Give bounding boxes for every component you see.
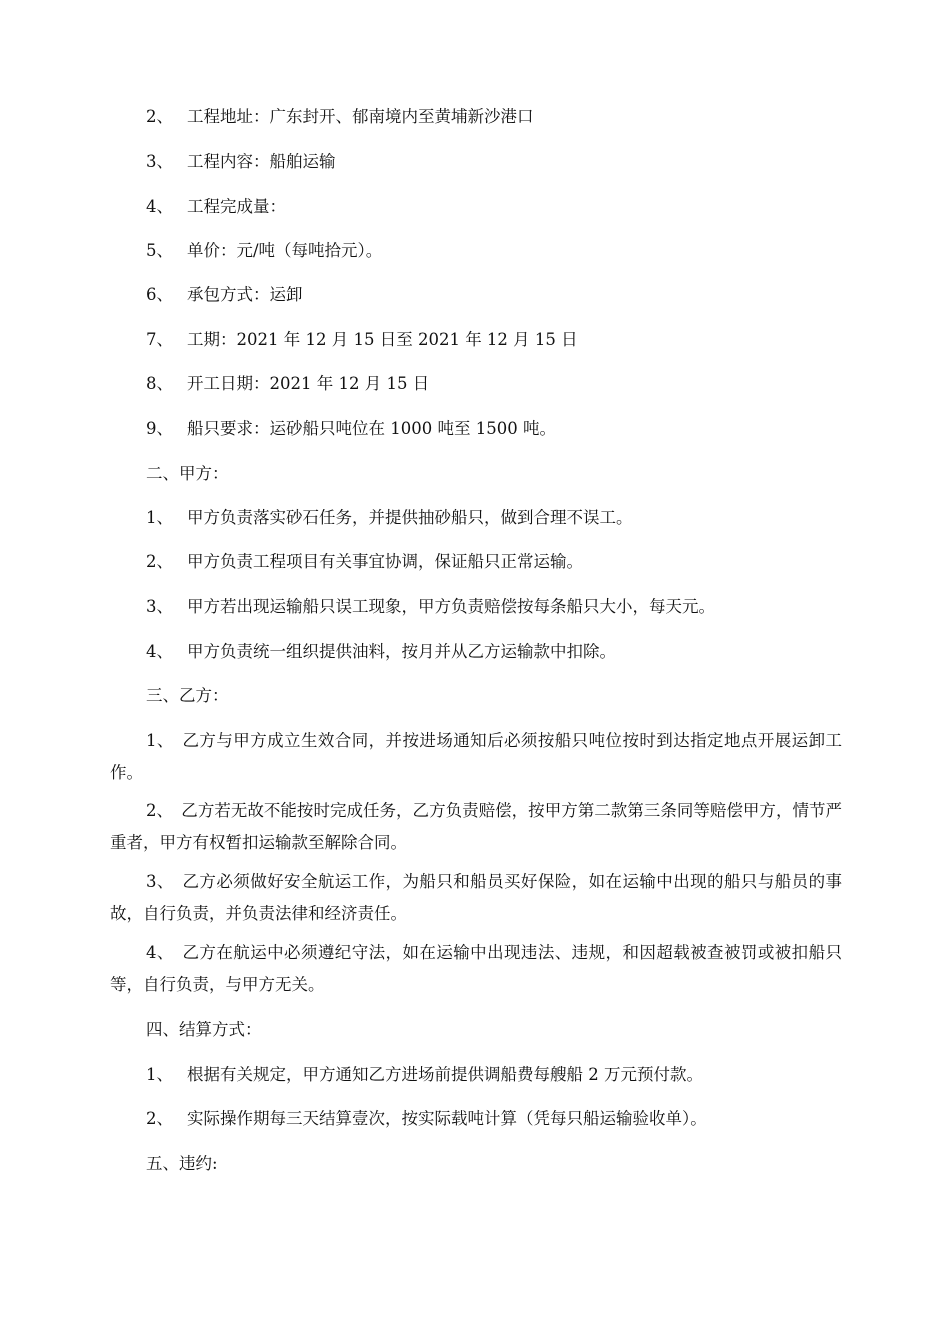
- item-text: 工程内容：船舶运输: [187, 152, 336, 171]
- item-number: 3、: [146, 597, 173, 616]
- item-number: 2、: [146, 552, 173, 571]
- item-text: 甲方负责落实砂石任务，并提供抽砂船只，做到合理不误工。: [187, 508, 633, 527]
- paragraph: 3、 乙方必须做好安全航运工作，为船只和船员买好保险，如在运输中出现的船只与船员的事故，自行负责，并负责法律和经济责任。: [110, 872, 842, 923]
- item-text: 开工日期：2021 年 12 月 15 日: [187, 374, 430, 393]
- item-number: 2、: [146, 107, 173, 126]
- item-number: 4、: [146, 642, 173, 661]
- item-number: 2、: [146, 1109, 173, 1128]
- paragraph: 4、 乙方在航运中必须遵纪守法，如在运输中出现违法、违规，和因超载被查被罚或被扣船只等，自行负责，与甲方无关。: [110, 943, 842, 994]
- item-number: 9、: [146, 419, 173, 438]
- paragraph: 1、 乙方与甲方成立生效合同，并按进场通知后必须按船只吨位按时到达指定地点开展运卸工作。: [110, 731, 842, 782]
- section-heading-breach: 五、违约:: [146, 1154, 218, 1173]
- item-number: 7、: [146, 330, 173, 349]
- item-text: 实际操作期每三天结算壹次，按实际载吨计算（凭每只船运输验收单）。: [187, 1109, 707, 1128]
- section-heading-party-b: 三、乙方：: [146, 686, 229, 705]
- item-text: 船只要求：运砂船只吨位在 1000 吨至 1500 吨。: [187, 419, 556, 438]
- item-text: 甲方若出现运输船只误工现象，甲方负责赔偿按每条船只大小，每天元。: [187, 597, 715, 616]
- item-number: 5、: [146, 241, 173, 260]
- item-number: 1、: [146, 1065, 173, 1084]
- item-number: 3、: [146, 152, 173, 171]
- section-heading-settlement: 四、结算方式：: [146, 1020, 262, 1039]
- item-text: 甲方负责统一组织提供油料，按月并从乙方运输款中扣除。: [187, 642, 616, 661]
- item-text: 承包方式：运卸: [187, 285, 303, 304]
- section-heading-party-a: 二、甲方：: [146, 464, 229, 483]
- item-text: 工程完成量：: [187, 197, 286, 216]
- item-text: 工程地址：广东封开、郁南境内至黄埔新沙港口: [187, 107, 534, 126]
- paragraph: 2、 乙方若无故不能按时完成任务，乙方负责赔偿，按甲方第二款第三条同等赔偿甲方，情节严重者，甲方有权暂扣运输款至解除合同。: [110, 801, 842, 852]
- item-text: 单价：元/吨（每吨拾元）。: [187, 241, 383, 260]
- item-number: 1、: [146, 508, 173, 527]
- item-text: 甲方负责工程项目有关事宜协调，保证船只正常运输。: [187, 552, 583, 571]
- item-number: 4、: [146, 197, 173, 216]
- item-number: 6、: [146, 285, 173, 304]
- item-text: 工期：2021 年 12 月 15 日至 2021 年 12 月 15 日: [187, 330, 578, 349]
- item-text: 根据有关规定，甲方通知乙方进场前提供调船费每艘船 2 万元预付款。: [187, 1065, 703, 1084]
- item-number: 8、: [146, 374, 173, 393]
